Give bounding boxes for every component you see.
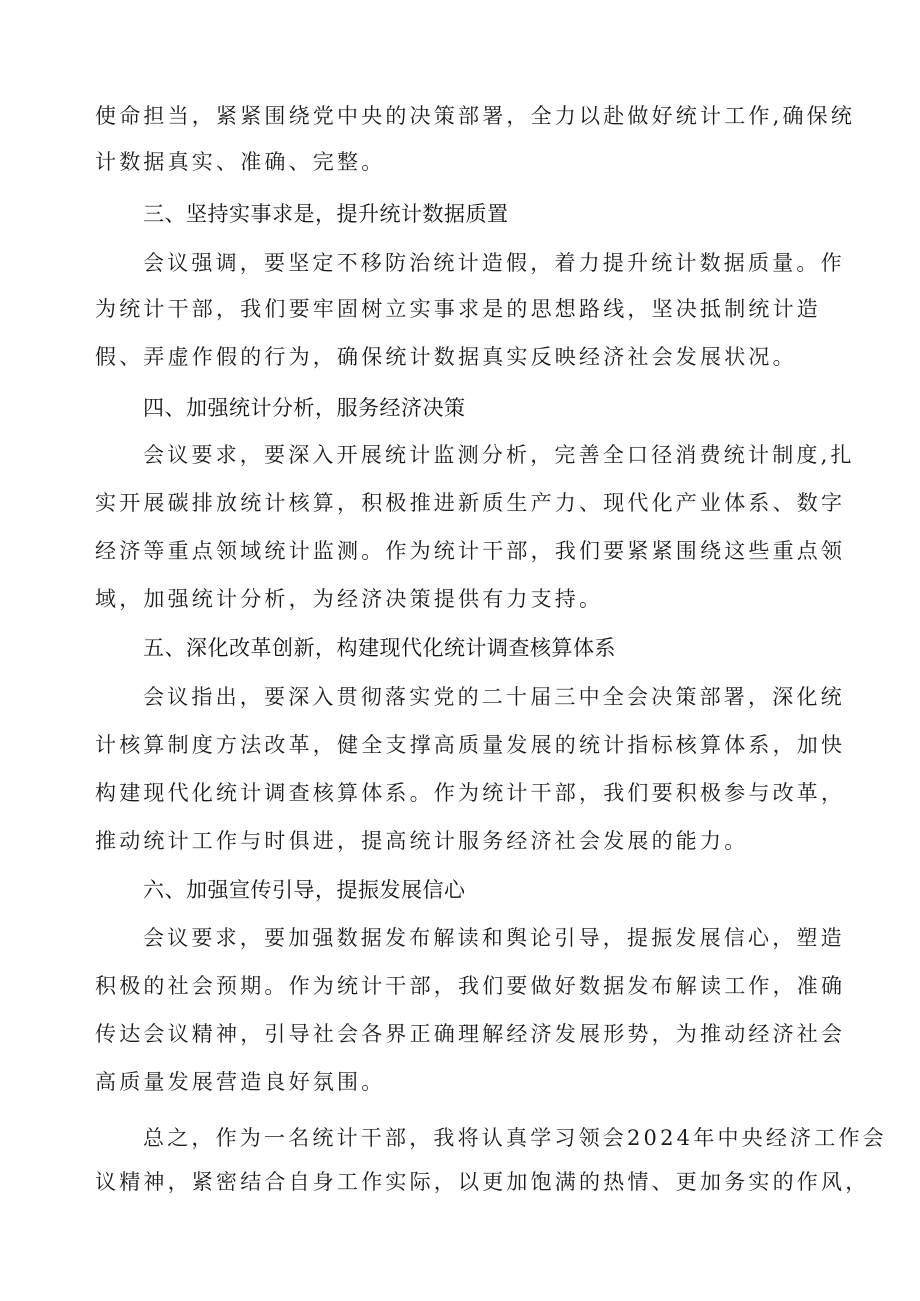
paragraph-line: 实开展碳排放统计核算，积极推进新质生产力、现代化产业体系、数字 [95,491,846,515]
paragraph-line: 积极的社会预期。作为统计干部，我们要做好数据发布解读工作，准确 [95,974,846,998]
section-heading-5: 五、深化改革创新，构建现代化统计调查核算体系 [143,636,616,660]
paragraph-line: 会议要求，要深入开展统计监测分析，完善全口径消费统计制度,扎 [143,443,855,467]
section-heading-4: 四、加强统计分析，服务经济决策 [143,396,466,420]
paragraph-line: 经济等重点领域统计监测。作为统计干部，我们要紧紧围绕这些重点领 [95,539,846,563]
section-heading-3: 三、坚持实事求是，提升统计数据质置 [143,202,509,226]
paragraph-line: 推动统计工作与时俱进，提高统计服务经济社会发展的能力。 [95,829,749,853]
paragraph-line: 会议强调，要坚定不移防治统计造假，着力提升统计数据质量。作 [143,251,845,275]
paragraph-line: 议精神，紧密结合自身工作实际，以更加饱满的热情、更加务实的作风， [95,1170,870,1194]
paragraph-line: 为统计干部，我们要牢固树立实事求是的思想路线，坚决抵制统计造 [95,297,821,321]
section-heading-6: 六、加强宣传引导，提振发展信心 [143,878,466,902]
paragraph-line: 高质量发展营造良好氛围。 [95,1070,386,1094]
paragraph-line: 传达会议精神，引导社会各界正确理解经济发展形势，为推动经济社会 [95,1022,846,1046]
paragraph-line: 会议要求，要加强数据发布解读和舆论引导，提振发展信心，塑造 [143,926,845,950]
paragraph-line: 假、弄虚作假的行为，确保统计数据真实反映经济社会发展状况。 [95,345,797,369]
paragraph-line: 会议指出，要深入贯彻落实党的二十届三中全会决策部署，深化统 [143,685,845,709]
paragraph-line: 构建现代化统计调查核算体系。作为统计干部，我们要积极参与改革， [95,781,846,805]
paragraph-line: 计核算制度方法改革，健全支撑高质量发展的统计指标核算体系，加快 [95,733,846,757]
paragraph-line: 计数据真实、准确、完整。 [95,150,386,174]
paragraph-line: 域，加强统计分析，为经济决策提供有力支持。 [95,587,604,611]
paragraph-line: 使命担当，紧紧围绕党中央的决策部署，全力以赴做好统计工作,确保统 [95,104,856,128]
paragraph-line: 总之，作为一名统计干部，我将认真学习领会2024年中央经济工作会 [143,1126,887,1150]
